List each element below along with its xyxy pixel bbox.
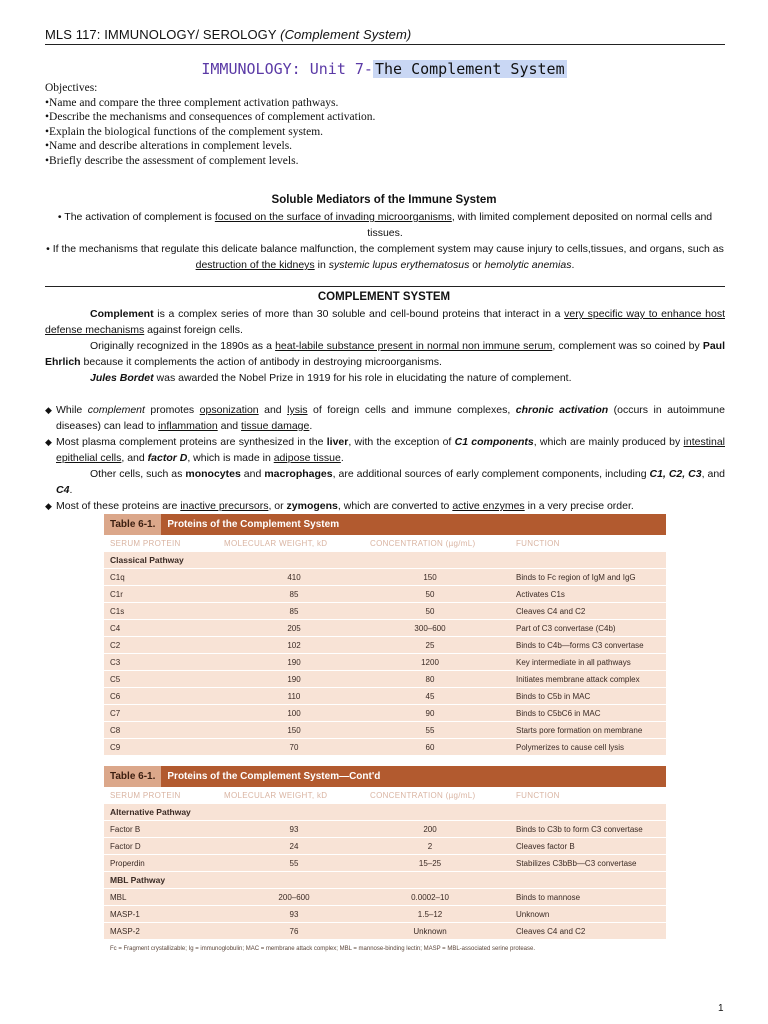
objective-item: • Explain the biological functions of the complement system. xyxy=(45,125,375,140)
table-cell: 102 xyxy=(287,641,301,650)
table-cell: C3 xyxy=(110,658,121,667)
table-row xyxy=(104,671,666,688)
table-row xyxy=(104,705,666,722)
table-cell: 200 xyxy=(423,825,437,834)
table-cell: 1.5–12 xyxy=(417,910,443,919)
table-cell: 110 xyxy=(287,692,301,701)
table-header: SERUM PROTEIN MOLECULAR WEIGHT, kD CONCENTRATION (µg/mL) FUNCTION xyxy=(104,535,666,552)
table-cell: 50 xyxy=(425,607,435,616)
table-cell: 0.0002–10 xyxy=(411,893,449,902)
table-cell: Key intermediate in all pathways xyxy=(516,658,631,667)
soluble-paragraph-1: • The activation of complement is focused on the surface of invading microorganisms, with limited complement deposited on normal cells and tissues. xyxy=(57,211,713,239)
table-cell: 200–600 xyxy=(278,893,310,902)
section-divider xyxy=(45,286,725,287)
table-cell: 93 xyxy=(289,825,299,834)
objective-item: • Describe the mechanisms and consequences of complement activation. xyxy=(45,110,375,125)
table-cell: MASP-1 xyxy=(110,910,140,919)
table-cell: Activates C1s xyxy=(516,590,565,599)
table-cell: 50 xyxy=(425,590,435,599)
table-cell: C1s xyxy=(110,607,125,616)
table-cell: 100 xyxy=(287,709,301,718)
table-row xyxy=(104,722,666,739)
table-cell: Polymerizes to cause cell lysis xyxy=(516,743,625,752)
table-header: SERUM PROTEIN MOLECULAR WEIGHT, kD CONCENTRATION (µg/mL) FUNCTION xyxy=(104,787,666,804)
table-cell: 90 xyxy=(425,709,435,718)
table-cell: C5 xyxy=(110,675,121,684)
table-cell: Factor B xyxy=(110,825,141,834)
table-cell: Binds to Fc region of IgM and IgG xyxy=(516,573,636,582)
bullet-item: ◆ Most plasma complement proteins are synthesized in the liver, with the exception of C1 components, which are mainly produced by intestinal epithelial cells, and factor D, which is made in adipose tissue. xyxy=(45,434,725,466)
table-row xyxy=(104,838,666,855)
table-cell: 55 xyxy=(289,859,299,868)
table-cell: Stabilizes C3bBb—C3 convertase xyxy=(516,859,637,868)
table-cell: Starts pore formation on membrane xyxy=(516,726,643,735)
table-row xyxy=(104,889,666,906)
complement-proteins-table xyxy=(104,514,666,756)
table-row xyxy=(104,855,666,872)
table-row xyxy=(104,637,666,654)
table-row xyxy=(104,620,666,637)
table-cell: 55 xyxy=(425,726,435,735)
table-cell: Cleaves factor B xyxy=(516,842,575,851)
table-cell: 85 xyxy=(289,590,299,599)
objective-item: • Name and describe alterations in complement levels. xyxy=(45,139,375,154)
table-cell: C7 xyxy=(110,709,121,718)
complement-paragraph-1: Complement is a complex series of more than 30 soluble and cell-bound proteins that interact in a very specific way to enhance host defense mechanisms against foreign cells. xyxy=(45,308,725,336)
sub-paragraph: Other cells, such as monocytes and macrophages, are additional sources of early complement components, including C1, C2, C3, and C4. xyxy=(56,468,726,496)
table-group-mbl: MBL Pathway xyxy=(104,872,666,889)
complement-heading: COMPLEMENT SYSTEM xyxy=(317,291,451,303)
table-cell: Cleaves C4 and C2 xyxy=(516,607,586,616)
table-cell: 410 xyxy=(287,573,301,582)
table-cell: 80 xyxy=(425,675,435,684)
table-cell: 24 xyxy=(289,842,299,851)
table-row xyxy=(104,603,666,620)
table-row xyxy=(104,906,666,923)
table-cell: Binds to C5bC6 in MAC xyxy=(516,709,601,718)
table-cell: C6 xyxy=(110,692,121,701)
table-cell: 70 xyxy=(289,743,299,752)
objective-item: • Briefly describe the assessment of complement levels. xyxy=(45,154,375,169)
table-cell: Binds to C4b—forms C3 convertase xyxy=(516,641,644,650)
table-title: Table 6-1. Proteins of the Complement System—Cont'd xyxy=(104,766,666,787)
table-cell: MBL xyxy=(110,893,127,902)
table-cell: Initiates membrane attack complex xyxy=(516,675,640,684)
table-row xyxy=(104,739,666,756)
table-cell: Binds to mannose xyxy=(516,893,581,902)
objective-item: • Name and compare the three complement activation pathways. xyxy=(45,96,375,111)
table-cell: 45 xyxy=(425,692,435,701)
table-cell: Binds to C5b in MAC xyxy=(516,692,591,701)
table-cell: C9 xyxy=(110,743,121,752)
table-cell: 93 xyxy=(289,910,299,919)
table-row xyxy=(104,923,666,940)
table-cell: 2 xyxy=(427,842,433,851)
course-title: MLS 117: IMMUNOLOGY/ SEROLOGY xyxy=(45,27,281,42)
table-cell: 60 xyxy=(425,743,435,752)
table-cell: 190 xyxy=(287,675,301,684)
table-group-classical: Classical Pathway xyxy=(104,552,666,569)
table-cell: 150 xyxy=(423,573,437,582)
table-cell: C2 xyxy=(110,641,121,650)
table-cell: Cleaves C4 and C2 xyxy=(516,927,586,936)
table-cell: C4 xyxy=(110,624,121,633)
table-cell: C8 xyxy=(110,726,121,735)
objectives-heading: Objectives: xyxy=(45,82,98,94)
table-cell: Part of C3 convertase (C4b) xyxy=(516,624,616,633)
complement-paragraph-2: Originally recognized in the 1890s as a heat-labile substance present in normal non immune serum, complement was so coined by Paul Ehrlich because it complements the action of antibody in destroying microorganisms. xyxy=(45,340,725,368)
bullet-list xyxy=(45,402,725,514)
title-part-3: The Complement System xyxy=(374,60,565,78)
table-row xyxy=(104,688,666,705)
table-cell: 85 xyxy=(289,607,299,616)
table-cell: 76 xyxy=(289,927,299,936)
table-group-alternative: Alternative Pathway xyxy=(104,804,666,821)
table-cell: C1q xyxy=(110,573,125,582)
bullet-item: ◆ Most of these proteins are inactive precursors, or zymogens, which are converted to active enzymes in a very precise order. xyxy=(45,498,725,514)
table-cell: 300–600 xyxy=(414,624,446,633)
soluble-heading: Soluble Mediators of the Immune System xyxy=(271,194,497,206)
title-part-2: Unit 7- xyxy=(309,60,373,78)
objectives xyxy=(45,81,375,168)
table-cell: 1200 xyxy=(421,658,439,667)
page-number: 1 xyxy=(718,1003,724,1014)
page-header xyxy=(45,27,725,45)
title-part-1: IMMUNOLOGY: xyxy=(201,60,310,78)
complement-paragraph-3: Jules Bordet was awarded the Nobel Prize in 1919 for his role in elucidating the nature of complement. xyxy=(90,372,572,384)
table-cell: MASP-2 xyxy=(110,927,140,936)
table-cell: 150 xyxy=(287,726,301,735)
document-title xyxy=(0,60,768,78)
table-cell: Binds to C3b to form C3 convertase xyxy=(516,825,643,834)
table-cell: Unknown xyxy=(413,927,447,936)
table-cell: Properdin xyxy=(110,859,145,868)
table-footnote: Fc = Fragment crystallizable; Ig = immunoglobulin; MAC = membrane attack complex; MBL = mannose-binding lectin; MASP = MBL-associated serine protease. xyxy=(104,940,666,962)
table-cell: 15–25 xyxy=(418,859,442,868)
table-cell: C1r xyxy=(110,590,123,599)
course-topic: (Complement System) xyxy=(280,27,412,42)
table-cell: 205 xyxy=(287,624,301,633)
table-cell: Factor D xyxy=(110,842,141,851)
soluble-paragraph-2: • If the mechanisms that regulate this delicate balance malfunction, the complement system may cause injury to cells,tissues, and organs, such as destruction of the kidneys in systemic lupus erythematosus or hemolytic anemias. xyxy=(46,243,724,271)
table-cell: 25 xyxy=(425,641,435,650)
table-row xyxy=(104,654,666,671)
table-title: Table 6-1. Proteins of the Complement System xyxy=(104,514,666,535)
table-row xyxy=(104,569,666,586)
table-row xyxy=(104,586,666,603)
table-cell: 190 xyxy=(287,658,301,667)
complement-proteins-table-contd xyxy=(104,766,666,962)
table-row xyxy=(104,821,666,838)
bullet-item: ◆ While complement promotes opsonization and lysis of foreign cells and immune complexes, chronic activation (occurs in autoimmune diseases) can lead to inflammation and tissue damage. xyxy=(45,402,725,434)
table-cell: Unknown xyxy=(516,910,550,919)
